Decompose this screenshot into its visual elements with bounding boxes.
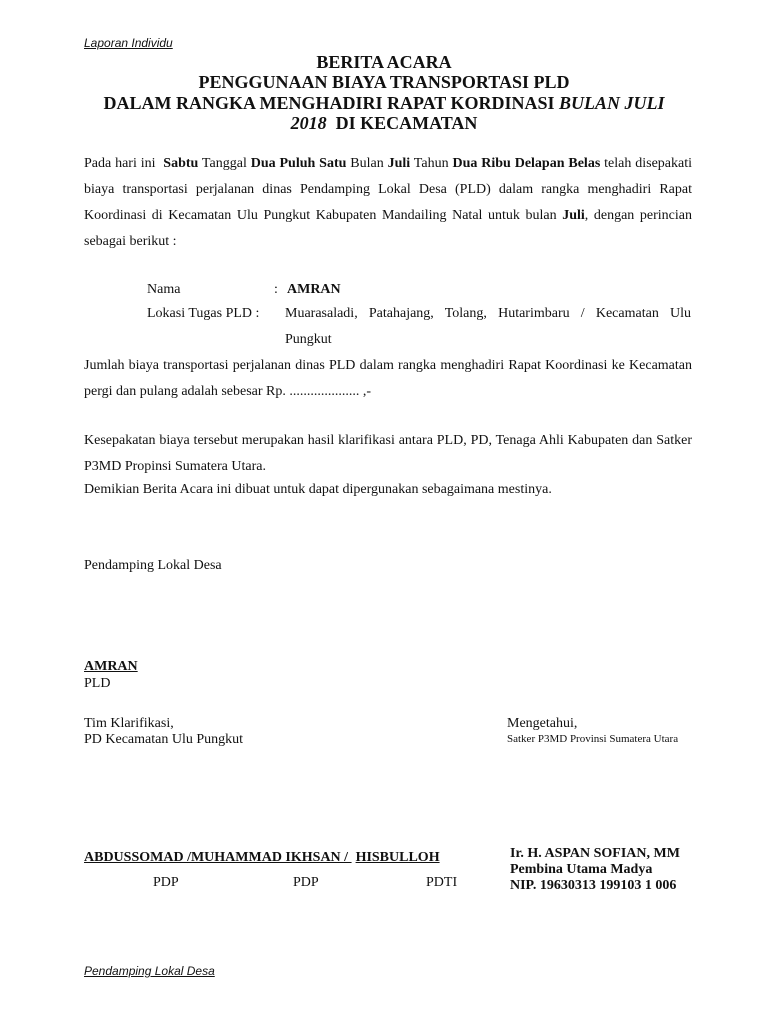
intro-year: Dua Ribu Delapan Belas: [452, 156, 601, 171]
right-label: Mengetahui,: [507, 716, 578, 731]
left-sub: PD Kecamatan Ulu Pungkut: [84, 732, 244, 747]
left-names: ABDUSSOMAD /MUHAMMAD IKHSAN /: [84, 850, 352, 865]
title-line-4-text: DI KECAMATAN: [326, 113, 478, 133]
intro-date: Dua Puluh Satu: [250, 156, 347, 171]
footer-note: Pendamping Lokal Desa: [84, 964, 215, 978]
title-month: BULAN JULI: [559, 93, 665, 113]
title-line-1: BERITA ACARA: [316, 52, 452, 72]
name-label: Nama: [147, 282, 181, 297]
signer-title: PLD: [84, 676, 111, 691]
intro-text-3: Bulan: [346, 156, 388, 171]
intro-text-2: Tanggal: [198, 156, 251, 171]
intro-month: Juli: [387, 156, 411, 171]
signer-name: AMRAN: [84, 659, 138, 674]
intro-paragraph: [84, 151, 692, 255]
header-note: Laporan Individu: [84, 36, 173, 50]
right-signatory-rank: Pembina Utama Madya: [510, 862, 653, 877]
intro-text-4: Tahun: [410, 156, 453, 171]
title-line-2: PENGGUNAAN BIAYA TRANSPORTASI PLD: [198, 72, 570, 92]
intro-text-5: telah disepakati biaya transportasi perjalanan dinas Pendamping Lokal Desa (PLD) dalam rangka menghadiri Rapat Koordinasi di Kecamatan Ulu Pungkut Kabupaten Mandailing Natal untuk bulan: [84, 156, 692, 223]
left-role-2: PDP: [293, 875, 319, 890]
title-line-3: [0, 93, 768, 113]
intro-day: Sabtu: [163, 156, 199, 171]
intro-month-2: Juli: [562, 208, 585, 223]
left-label: Tim Klarifikasi,: [84, 716, 174, 731]
title-year: 2018: [290, 113, 327, 133]
right-sub: Satker P3MD Provinsi Sumatera Utara: [507, 733, 679, 745]
closing-sentence: Demikian Berita Acara ini dibuat untuk dapat dipergunakan sebagaimana mestinya.: [84, 482, 552, 497]
right-signatory-nip: NIP. 19630313 199103 1 006: [510, 878, 677, 893]
title-line-3-text: DALAM RANGKA MENGHADIRI RAPAT KORDINASI: [103, 93, 559, 113]
name-value: AMRAN: [287, 282, 341, 297]
signer-role: Pendamping Lokal Desa: [84, 558, 222, 573]
title-line-4: [0, 113, 768, 133]
left-role-1: PDP: [153, 875, 179, 890]
intro-text-6: , dengan perincian sebagai berikut :: [84, 208, 692, 249]
right-signatory-name: Ir. H. ASPAN SOFIAN, MM: [510, 846, 680, 861]
location-value-2: Pungkut: [285, 332, 332, 347]
name-separator: :: [274, 282, 278, 297]
agreement-paragraph: Kesepakatan biaya tersebut merupakan hasil klarifikasi antara PLD, PD, Tenaga Ahli Kabupaten dan Satker P3MD Propinsi Sumatera Utara.: [84, 433, 692, 474]
left-name-3: HISBULLOH: [355, 850, 440, 865]
cost-paragraph: Jumlah biaya transportasi perjalanan dinas PLD dalam rangka menghadiri Rapat Koordinasi ke Kecamatan pergi dan pulang adalah sebesar Rp. .................... ,-: [84, 358, 692, 399]
intro-text-1: Pada hari ini: [84, 156, 164, 171]
left-signatory-names: [84, 850, 440, 866]
left-role-3: PDTI: [426, 875, 458, 890]
location-value-1: Muarasaladi, Patahajang, Tolang, Hutarimbaru / Kecamatan Ulu: [285, 306, 691, 321]
location-label: Lokasi Tugas PLD :: [147, 306, 260, 321]
